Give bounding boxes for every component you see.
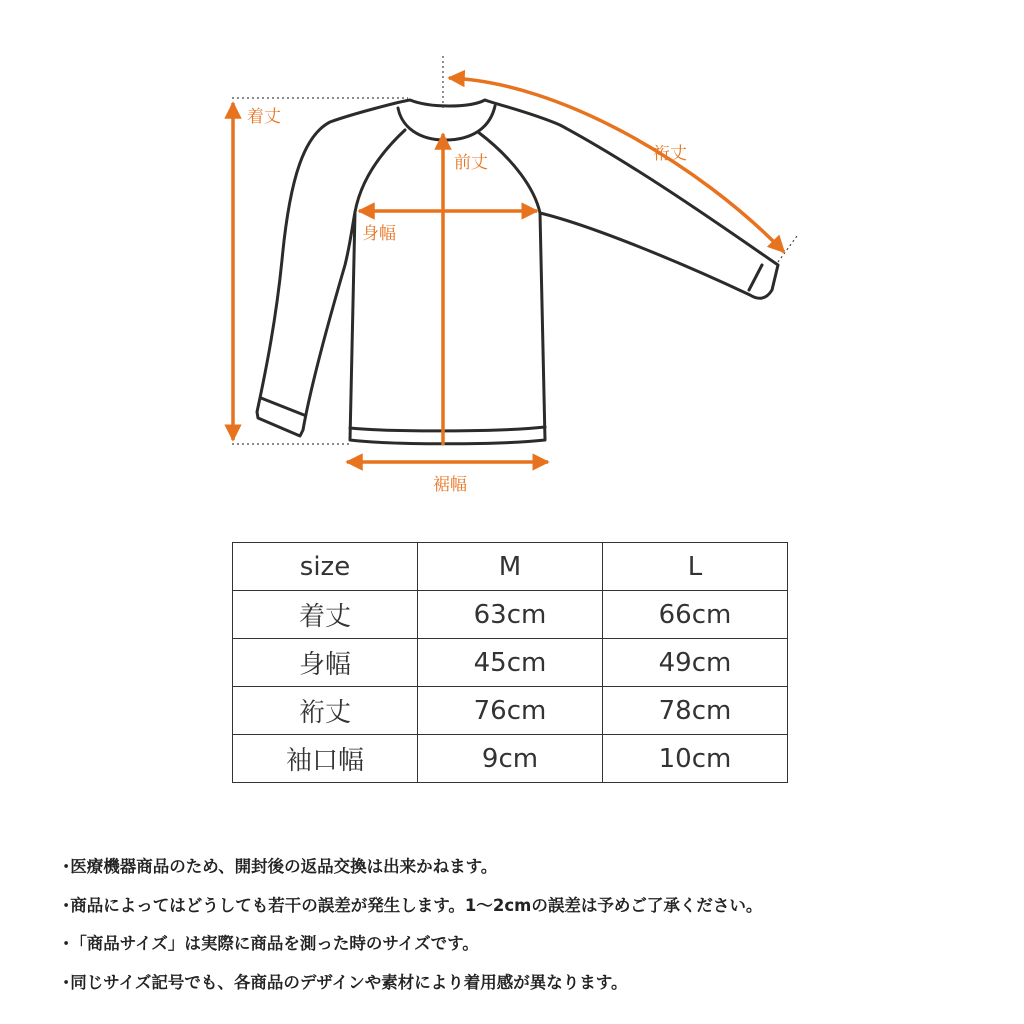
left-raglan-seam — [355, 130, 405, 212]
left-cuff-seam — [261, 398, 304, 415]
row-label: 袖口幅 — [233, 735, 418, 783]
row-label: 身幅 — [233, 639, 418, 687]
header-cell-m: M — [418, 543, 603, 591]
cell-m: 76cm — [418, 687, 603, 735]
row-label: 裄丈 — [233, 687, 418, 735]
hem-rib-seam — [350, 427, 545, 431]
shirt-body-outline — [257, 100, 778, 444]
label-body-width: 身幅 — [362, 224, 396, 244]
table-row — [233, 735, 788, 783]
cell-l: 10cm — [603, 735, 788, 783]
table-row — [233, 591, 788, 639]
cell-l: 78cm — [603, 687, 788, 735]
cell-m: 9cm — [418, 735, 603, 783]
header-cell-l: L — [603, 543, 788, 591]
table-row — [233, 687, 788, 735]
label-length: 着丈 — [247, 107, 281, 127]
cell-m: 45cm — [418, 639, 603, 687]
label-sleeve: 裄丈 — [653, 144, 687, 164]
cell-m: 63cm — [418, 591, 603, 639]
note-item: ･「商品サイズ」は実際に商品を測った時のサイズです。 — [62, 934, 479, 953]
label-hem-width: 裾幅 — [433, 475, 467, 495]
label-front-length: 前丈 — [454, 153, 488, 173]
note-item: ･商品によってはどうしても若干の誤差が発生します。1〜2cmの誤差は予めご了承ください。 — [62, 895, 763, 915]
note-item: ･同じサイズ記号でも、各商品のデザインや素材により着用感が異なります。 — [62, 972, 628, 992]
header-cell-size: size — [233, 543, 418, 591]
table-row — [233, 639, 788, 687]
table-header-row — [233, 543, 788, 591]
size-table — [232, 542, 788, 783]
cell-l: 49cm — [603, 639, 788, 687]
right-cuff-seam — [749, 265, 762, 290]
shirt-illustration — [257, 100, 778, 444]
notes-list — [62, 848, 1012, 1002]
reference-guides — [232, 56, 797, 444]
cell-l: 66cm — [603, 591, 788, 639]
row-label: 着丈 — [233, 591, 418, 639]
note-item: ･医療機器商品のため、開封後の返品交換は出来かねます。 — [62, 857, 498, 876]
